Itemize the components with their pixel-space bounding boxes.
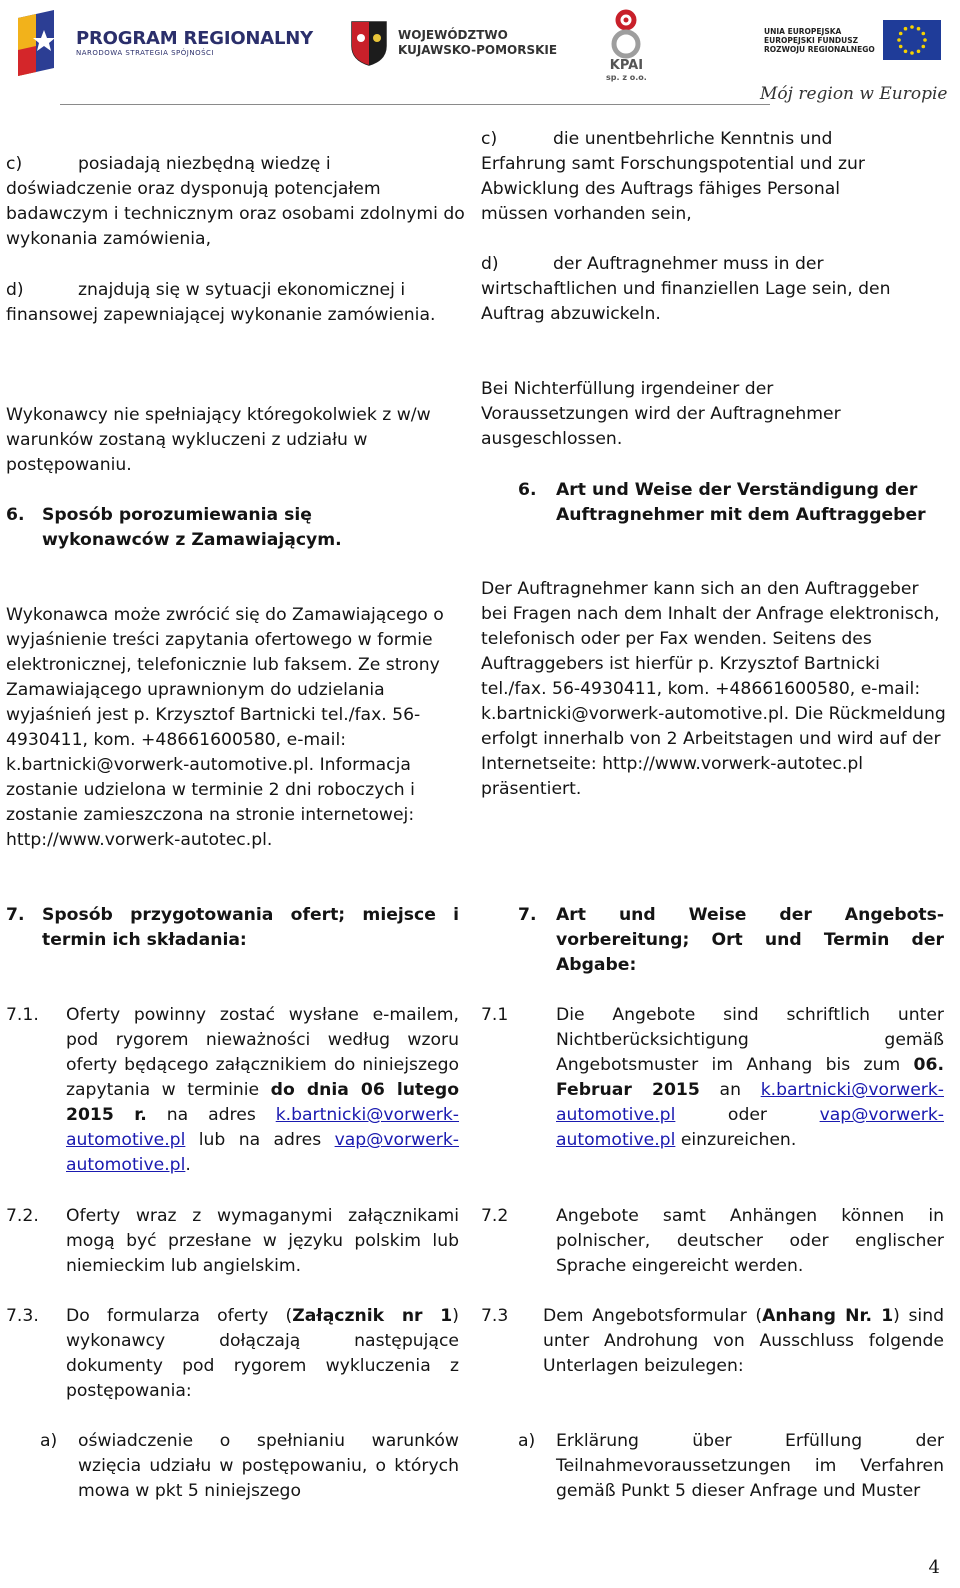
- right-s7-title: Art und Weise der Angebots-vorbereitung; Ort und Termin der Abgabe:: [556, 905, 944, 975]
- region-name-line2: KUJAWSKO-POMORSKIE: [398, 43, 558, 57]
- left-71-email1-link[interactable]: k.bartnicki@vorwerk-automotive.pl: [66, 1105, 460, 1150]
- left-71-email2-link[interactable]: vap@vorwerk-automotive.pl: [66, 1130, 459, 1175]
- right-c-line1: die unentbehrliche Kenntnis und: [553, 129, 833, 149]
- right-item-a: [518, 1429, 944, 1504]
- left-d-line1: znajdują się w sytuacji ekonomicznej i: [78, 280, 406, 300]
- right-71-email2-link[interactable]: vap@vorwerk-automotive.pl: [556, 1105, 944, 1150]
- right-73-num: 7.3: [481, 1306, 509, 1326]
- page-number: 4: [928, 1557, 940, 1578]
- right-73-a: Dem Angebotsformular (: [543, 1306, 763, 1326]
- eu-line3: ROZWOJU REGIONALNEGO: [764, 44, 875, 54]
- left-item-a: [40, 1429, 459, 1504]
- left-73-num: 7.3.: [6, 1306, 39, 1326]
- program-title: PROGRAM REGIONALNY: [76, 27, 313, 49]
- left-71-b: na adres: [146, 1105, 276, 1125]
- left-c-line1: posiadają niezbędną wiedzę i: [78, 154, 331, 174]
- region-logo: [350, 20, 557, 66]
- right-71-a: Die Angebote sind schriftlich unter Nichtberücksichtigung gemäß Angebotsmuster im Anhang bis zum: [556, 1005, 944, 1075]
- right-73-b: ) sind unter Androhung von Ausschluss folgende Unterlagen beizulegen:: [543, 1306, 945, 1376]
- kpai-name: KPAI: [609, 58, 644, 73]
- left-item-7-3: [6, 1304, 459, 1404]
- left-d-label: d): [6, 280, 24, 300]
- star-flag-icon: [14, 10, 66, 76]
- right-72-text: Angebote samt Anhängen können in polnischer, deutscher oder englischer Sprache eingereicht werden.: [556, 1206, 944, 1276]
- right-71-text: [556, 1003, 944, 1153]
- header-divider: [60, 104, 770, 105]
- right-71-num: 7.1: [481, 1005, 509, 1025]
- program-subtitle: NARODOWA STRATEGIA SPÓJNOŚCI: [76, 48, 214, 57]
- left-item-7-2: [6, 1204, 459, 1279]
- coat-of-arms-icon: [350, 20, 388, 66]
- right-s7-num: 7.: [518, 905, 537, 925]
- left-exclusion-note: Wykonawcy nie spełniający któregokolwiek z w/w warunków zostaną wykluczeni z udziału w postępowaniu.: [6, 405, 431, 475]
- left-s6-title-line1: Sposób porozumiewania się: [42, 505, 312, 525]
- kpai-logo: [606, 8, 647, 84]
- left-d-rest: finansowej zapewniającej wykonanie zamówienia.: [6, 305, 436, 325]
- right-exclusion-note: Bei Nichterfüllung irgendeiner der Voraussetzungen wird der Auftragnehmer ausgeschlossen.: [481, 379, 841, 449]
- left-c-rest: doświadczenie oraz dysponują potencjałem badawczym i technicznym oraz osobami zdolnymi do wykonania zamówienia,: [6, 179, 465, 249]
- left-section-7-heading: [6, 903, 459, 953]
- eu-line2: EUROPEJSKI FUNDUSZ: [764, 35, 859, 45]
- right-d-label: d): [481, 254, 499, 274]
- left-item-d: [6, 278, 446, 328]
- right-s6-num: 6.: [518, 480, 537, 500]
- right-c-rest: Erfahrung samt Forschungspotential und zur Abwicklung des Auftrags fähiges Personal müssen vorhanden sein,: [481, 154, 865, 224]
- right-item-d: [481, 252, 931, 327]
- left-72-text: Oferty wraz z wymaganymi załącznikami mogą być przesłane w języku polskim lub niemieckim lub angielskim.: [66, 1206, 459, 1276]
- right-a-label: a): [518, 1431, 536, 1451]
- left-73-a: Do formularza oferty (: [66, 1306, 293, 1326]
- left-71-a: Oferty powinny zostać wysłane e-mailem, pod rygorem nieważności według wzoru oferty będącego załącznikiem do niniejszego zapytania w terminie: [66, 1005, 459, 1100]
- right-item-c: [481, 127, 901, 227]
- left-73-b: ) wykonawcy dołączają następujące dokumenty pod rygorem wykluczenia z postępowania:: [66, 1306, 459, 1401]
- left-71-num: 7.1.: [6, 1005, 39, 1025]
- left-s6-num: 6.: [6, 505, 25, 525]
- kpai-subtitle: sp. z o.o.: [606, 73, 647, 82]
- right-71-c: oder: [675, 1105, 820, 1125]
- right-section-7-heading: [518, 903, 944, 978]
- slogan: Mój region w Europie: [760, 84, 948, 104]
- left-71-deadline: do dnia 06 lutego 2015 r.: [66, 1080, 459, 1125]
- eu-line1: UNIA EUROPEJSKA: [764, 26, 842, 36]
- left-a-label: a): [40, 1431, 58, 1451]
- right-section-6-body: Der Auftragnehmer kann sich an den Auftraggeber bei Fragen nach dem Inhalt der Anfrage elektronisch, telefonisch oder per Fax wenden. Seitens des Auftraggebers ist hierfür p. Krzysztof Bartnicki tel./fax. 56-4930411, kom. +48661600580, e-mail: k.bartnicki@vorwerk-automotive.pl. Die Rückmeldung erfolgt innerhalb von 2 Arbeitstagen und wird auf der Internetseite: http://www.vorwerk-autotec.pl präsentiert.: [481, 579, 946, 799]
- left-71-text: [66, 1003, 459, 1178]
- right-d-rest: wirtschaftlichen und finanziellen Lage sein, den Auftrag abzuwickeln.: [481, 279, 891, 324]
- right-item-7-1: [481, 1003, 944, 1153]
- region-name-line1: WOJEWÓDZTWO: [398, 28, 508, 42]
- right-73-text: [543, 1304, 944, 1379]
- left-71-c: lub na adres: [185, 1130, 335, 1150]
- right-71-d: einzureichen.: [675, 1130, 797, 1150]
- right-71-email1-link[interactable]: k.bartnicki@vorwerk-automotive.pl: [556, 1080, 944, 1125]
- right-c-label: c): [481, 129, 498, 149]
- left-a-text: oświadczenie o spełnianiu warunków wzięcia udziału w postępowaniu, o których mowa w pkt 5 niniejszego: [78, 1431, 459, 1501]
- left-item-7-1: [6, 1003, 459, 1178]
- right-71-b: an: [699, 1080, 761, 1100]
- kpai-emblem-icon: [609, 8, 643, 60]
- left-72-num: 7.2.: [6, 1206, 39, 1226]
- right-item-7-3: [481, 1304, 944, 1379]
- left-section-6-heading: [6, 503, 446, 553]
- right-a-text: Erklärung über Erfüllung der Teilnahmevoraussetzungen im Verfahren gemäß Punkt 5 dieser Anfrage und Muster: [556, 1431, 944, 1501]
- right-73-attachment: Anhang Nr. 1: [762, 1306, 894, 1326]
- right-72-num: 7.2: [481, 1206, 509, 1226]
- left-73-text: [66, 1304, 459, 1404]
- right-d-line1: der Auftragnehmer muss in der: [553, 254, 824, 274]
- program-regionalny-logo: [14, 10, 313, 76]
- right-71-deadline: 06. Februar 2015: [556, 1055, 944, 1100]
- page-header: [0, 0, 960, 120]
- eu-flag-icon: [883, 20, 941, 60]
- left-s7-title: Sposób przygotowania ofert; miejsce i termin ich składania:: [42, 905, 459, 950]
- left-s7-num: 7.: [6, 905, 25, 925]
- left-s6-title-line2: wykonawców z Zamawiającym.: [42, 530, 342, 550]
- right-item-7-2: [481, 1204, 944, 1279]
- left-73-attachment: Załącznik nr 1: [292, 1306, 453, 1326]
- left-71-d: .: [185, 1155, 191, 1175]
- left-item-c: [6, 152, 472, 252]
- left-section-6-body: Wykonawca może zwrócić się do Zamawiającego o wyjaśnienie treści zapytania ofertowego w formie elektronicznej, telefonicznie lub faksem. Ze strony Zamawiającego uprawnionym do udzielania wyjaśnień jest p. Krzysztof Bartnicki tel./fax. 56-4930411, kom. +48661600580, e-mail: k.bartnicki@vorwerk-automotive.pl. Informacja zostanie udzielona w terminie 2 dni roboczych i zostanie zamieszczona na stronie internetowej: http://www.vorwerk-autotec.pl.: [6, 605, 444, 850]
- right-s6-title: Art und Weise der Verständigung der Auftragnehmer mit dem Auftraggeber: [556, 480, 926, 525]
- left-c-label: c): [6, 154, 23, 174]
- right-section-6-heading: [518, 478, 948, 528]
- eu-logo: [764, 20, 941, 60]
